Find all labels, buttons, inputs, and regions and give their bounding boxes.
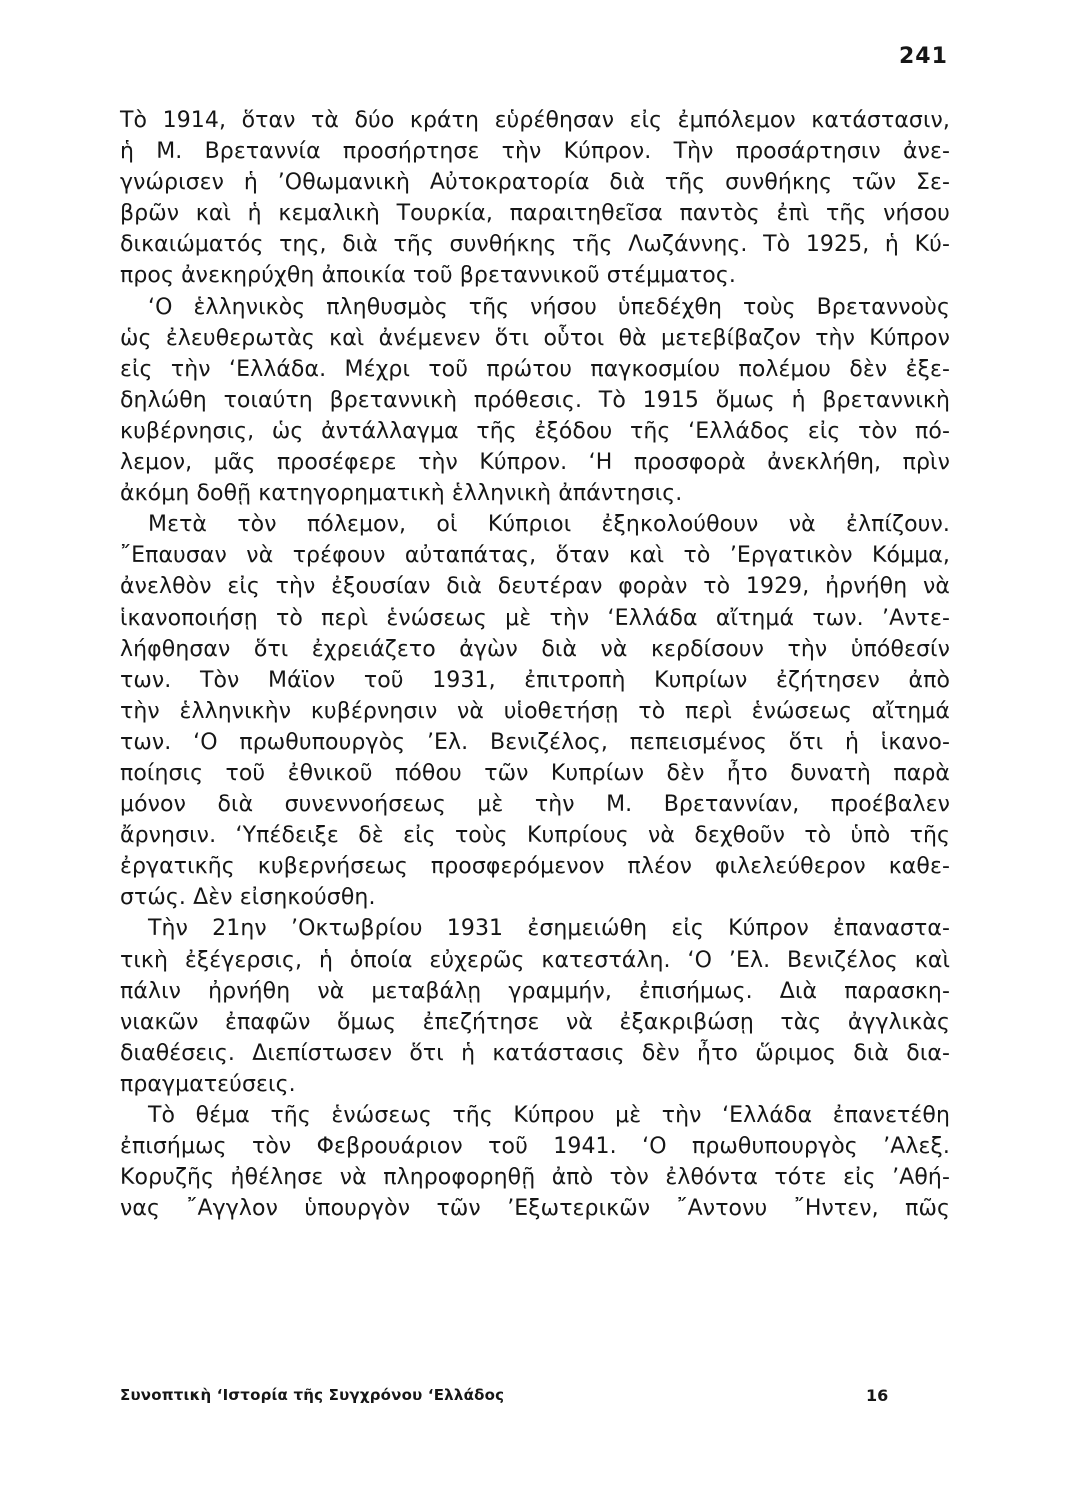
text-line: ἄρνησιν. ‘Υπέδειξε δὲ εἰς τοὺς Κυπρίους νὰ δεχθοῦν τὸ ὑπὸ τῆς: [120, 823, 950, 849]
paragraph-2: [120, 292, 950, 510]
text-line: μόνον διὰ συνεννοήσεως μὲ τὴν Μ. Βρεταννίαν, προέβαλεν: [120, 792, 950, 818]
text-line: τικὴ ἐξέγερσις, ἡ ὁποία εὐχερῶς κατεστάλη. ‘Ο ’Ελ. Βενιζέλος καὶ: [120, 947, 950, 973]
text-line: ποίησις τοῦ ἐθνικοῦ πόθου τῶν Κυπρίων δὲν ἦτο δυνατὴ παρὰ: [120, 760, 950, 786]
paragraph-1: [120, 105, 950, 292]
text-line: νιακῶν ἐπαφῶν ὅμως ἐπεζήτησε νὰ ἐξακριβώσῃ τὰς ἀγγλικὰς: [120, 1009, 950, 1035]
text-line: Τὸ θέμα τῆς ἑνώσεως τῆς Κύπρου μὲ τὴν ‘Ελλάδα ἐπανετέθη: [148, 1103, 950, 1128]
text-line: ῎Επαυσαν νὰ τρέφουν αὐταπάτας, ὅταν καὶ τὸ ’Εργατικὸν Κόμμα,: [120, 543, 950, 569]
text-line: προς ἀνεκηρύχθη ἀποικία τοῦ βρεταννικοῦ στέμματος.: [120, 263, 736, 289]
text-line: δηλώθη τοιαύτη βρεταννικὴ πρόθεσις. Τὸ 1915 ὅμως ἡ βρεταννικὴ: [120, 387, 950, 413]
text-line: λεμον, μᾶς προσέφερε τὴν Κύπρον. ‘Η προσφορὰ ἀνεκλήθη, πρὶν: [120, 450, 950, 476]
text-line: Τὸ 1914, ὅταν τὰ δύο κράτη εὑρέθησαν εἰς ἐμπόλεμον κατάστασιν,: [120, 108, 950, 133]
text-line: δικαιώματός της, διὰ τῆς συνθήκης τῆς Λωζάννης. Τὸ 1925, ἡ Κύ-: [120, 232, 950, 258]
text-line: πραγματεύσεις.: [120, 1071, 296, 1097]
body-text: [120, 105, 950, 1224]
text-line: νας ῎Αγγλον ὑπουργὸν τῶν ’Εξωτερικῶν ῎Αντονυ ῎Ηντεν, πῶς: [120, 1196, 950, 1222]
text-line: λήφθησαν ὅτι ἐχρειάζετο ἀγὼν διὰ νὰ κερδίσουν τὴν ὑπόθεσίν: [120, 636, 950, 662]
signature-mark: 16: [866, 1386, 889, 1405]
text-line: τὴν ἑλληνικὴν κυβέρνησιν νὰ υἱοθετήσῃ τὸ περὶ ἑνώσεως αἴτημά: [120, 698, 950, 724]
text-line: εἰς τὴν ‘Ελλάδα. Μέχρι τοῦ πρώτου παγκοσμίου πολέμου δὲν ἐξε-: [120, 356, 950, 382]
paragraph-4: [120, 913, 950, 1100]
text-line: ἀνελθὸν εἰς τὴν ἐξουσίαν διὰ δευτέραν φορὰν τὸ 1929, ἠρνήθη νὰ: [120, 574, 950, 600]
text-line: των. Τὸν Μάϊον τοῦ 1931, ἐπιτροπὴ Κυπρίων ἐζήτησεν ἀπὸ: [120, 667, 950, 693]
text-line: γνώρισεν ἡ ’Οθωμανικὴ Αὐτοκρατορία διὰ τῆς συνθήκης τῶν Σε-: [120, 170, 950, 196]
text-line: ἡ Μ. Βρεταννία προσήρτησε τὴν Κύπρον. Τὴν προσάρτησιν ἀνε-: [120, 139, 950, 165]
text-line: διαθέσεις. Διεπίστωσεν ὅτι ἡ κατάστασις δὲν ἦτο ὥριμος διὰ δια-: [120, 1040, 950, 1066]
text-line: ὡς ἐλευθερωτὰς καὶ ἀνέμενεν ὅτι οὗτοι θὰ μετεβίβαζον τὴν Κύπρον: [120, 325, 950, 351]
page-number: 241: [899, 44, 948, 69]
text-line: ἐργατικῆς κυβερνήσεως προσφερόμενον πλέον φιλελεύθερον καθε-: [120, 854, 950, 880]
text-line: πάλιν ἠρνήθη νὰ μεταβάλῃ γραμμήν, ἐπισήμως. Διὰ παρασκη-: [120, 978, 950, 1004]
text-line: Τὴν 21ην ’Οκτωβρίου 1931 ἐσημειώθη εἰς Κύπρον ἐπαναστα-: [148, 916, 950, 942]
text-line: κυβέρνησις, ὡς ἀντάλλαγμα τῆς ἐξόδου τῆς ‘Ελλάδος εἰς τὸν πό-: [120, 418, 950, 444]
text-line: βρῶν καὶ ἡ κεμαλικὴ Τουρκία, παραιτηθεῖσα παντὸς ἐπὶ τῆς νήσου: [120, 201, 950, 227]
text-line: ἐπισήμως τὸν Φεβρουάριον τοῦ 1941. ‘Ο πρωθυπουργὸς ’Αλεξ.: [120, 1134, 950, 1160]
text-line: Μετὰ τὸν πόλεμον, οἱ Κύπριοι ἐξηκολούθουν νὰ ἐλπίζουν.: [148, 512, 950, 538]
paragraph-5: [120, 1100, 950, 1224]
text-line: Κορυζῆς ἠθέλησε νὰ πληροφορηθῇ ἀπὸ τὸν ἐλθόντα τότε εἰς ’Αθή-: [120, 1165, 950, 1191]
text-line: των. ‘Ο πρωθυπουργὸς ’Ελ. Βενιζέλος, πεπεισμένος ὅτι ἡ ἱκανο-: [120, 729, 950, 755]
text-line: ‘Ο ἑλληνικὸς πληθυσμὸς τῆς νήσου ὑπεδέχθη τοὺς Βρεταννοὺς: [148, 294, 950, 320]
book-title: Συνοπτικὴ ‘Ιστορία τῆς Συγχρόνου ‘Ελλάδος: [120, 1386, 505, 1404]
paragraph-3: [120, 509, 950, 913]
text-line: ἱκανοποιήσῃ τὸ περὶ ἑνώσεως μὲ τὴν ‘Ελλάδα αἴτημά των. ’Αντε-: [120, 605, 950, 631]
text-line: στώς. Δὲν εἰσηκούσθη.: [120, 885, 376, 911]
text-line: ἀκόμη δοθῇ κατηγορηματικὴ ἑλληνικὴ ἀπάντησις.: [120, 481, 683, 507]
